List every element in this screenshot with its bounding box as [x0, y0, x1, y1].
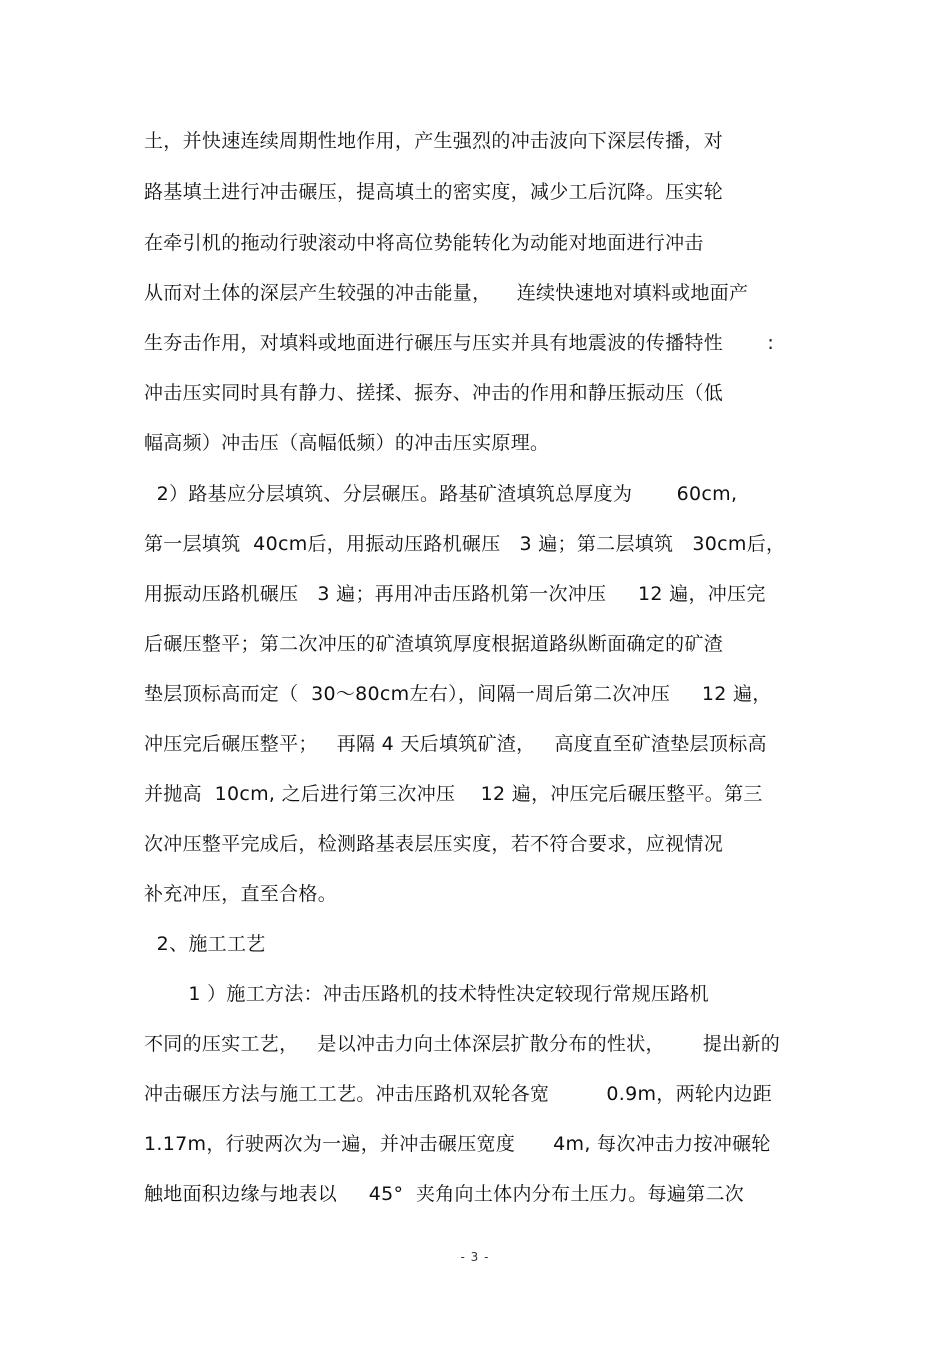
text-line: 次冲压整平完成后，检测路基表层压实度，若不符合要求，应视情况 [144, 833, 724, 855]
text-line: 补充冲压，直至合格。 [144, 883, 338, 905]
text-line: 土，并快速连续周期性地作用，产生强烈的冲击波向下深层传播，对 [144, 130, 724, 152]
text-line: 1 ）施工方法：冲击压路机的技术特性决定较现行常规压路机 [144, 983, 709, 1005]
text-line: 并抛高 10cm, 之后进行第三次冲压 12 遍，冲压完后碾压整平。第三 [144, 783, 763, 805]
text-line: 垫层顶标高而定（ 30～80cm左右），间隔一周后第二次冲压 12 遍， [144, 683, 772, 705]
text-line: 从而对土体的深层产生较强的冲击能量， 连续快速地对填料或地面产 [144, 282, 749, 304]
section-heading: 2、施工工艺 [144, 933, 266, 955]
text-line: 生夯击作用，对填料或地面进行碾压与压实并具有地震波的传播特性 : [144, 332, 775, 354]
text-line: 冲击压实同时具有静力、搓揉、振夯、冲击的作用和静压振动压（低 [144, 382, 724, 404]
text-line: 冲击碾压方法与施工工艺。冲击压路机双轮各宽 0.9m，两轮内边距 [144, 1083, 773, 1105]
page-number: - 3 - [460, 1250, 490, 1264]
text-line: 在牵引机的拖动行驶滚动中将高位势能转化为动能对地面进行冲击 [144, 232, 704, 254]
text-line: 第一层填筑 40cm后，用振动压路机碾压 3 遍；第二层填筑 30cm后， [144, 533, 786, 555]
text-line: 1.17m，行驶两次为一遍，并冲击碾压宽度 4m, 每次冲击力按冲碾轮 [144, 1133, 771, 1155]
text-line: 路基填土进行冲击碾压，提高填土的密实度，减少工后沉降。压实轮 [144, 181, 724, 203]
text-line: 触地面积边缘与地表以 45° 夹角向土体内分布土压力。每遍第二次 [144, 1183, 745, 1205]
text-line: 幅高频）冲击压（高幅低频）的冲击压实原理。 [144, 432, 550, 454]
text-line: 冲压完后碾压整平； 再隔 4 天后填筑矿渣， 高度直至矿渣垫层顶标高 [144, 733, 767, 755]
text-line: 用振动压路机碾压 3 遍；再用冲击压路机第一次冲压 12 遍，冲压完 [144, 583, 766, 605]
text-line: 后碾压整平；第二次冲压的矿渣填筑厚度根据道路纵断面确定的矿渣 [144, 633, 724, 655]
text-line: 不同的压实工艺， 是以冲击力向土体深层扩散分布的性状， 提出新的 [144, 1033, 781, 1055]
text-line: 2）路基应分层填筑、分层碾压。路基矿渣填筑总厚度为 60cm, [144, 483, 738, 505]
